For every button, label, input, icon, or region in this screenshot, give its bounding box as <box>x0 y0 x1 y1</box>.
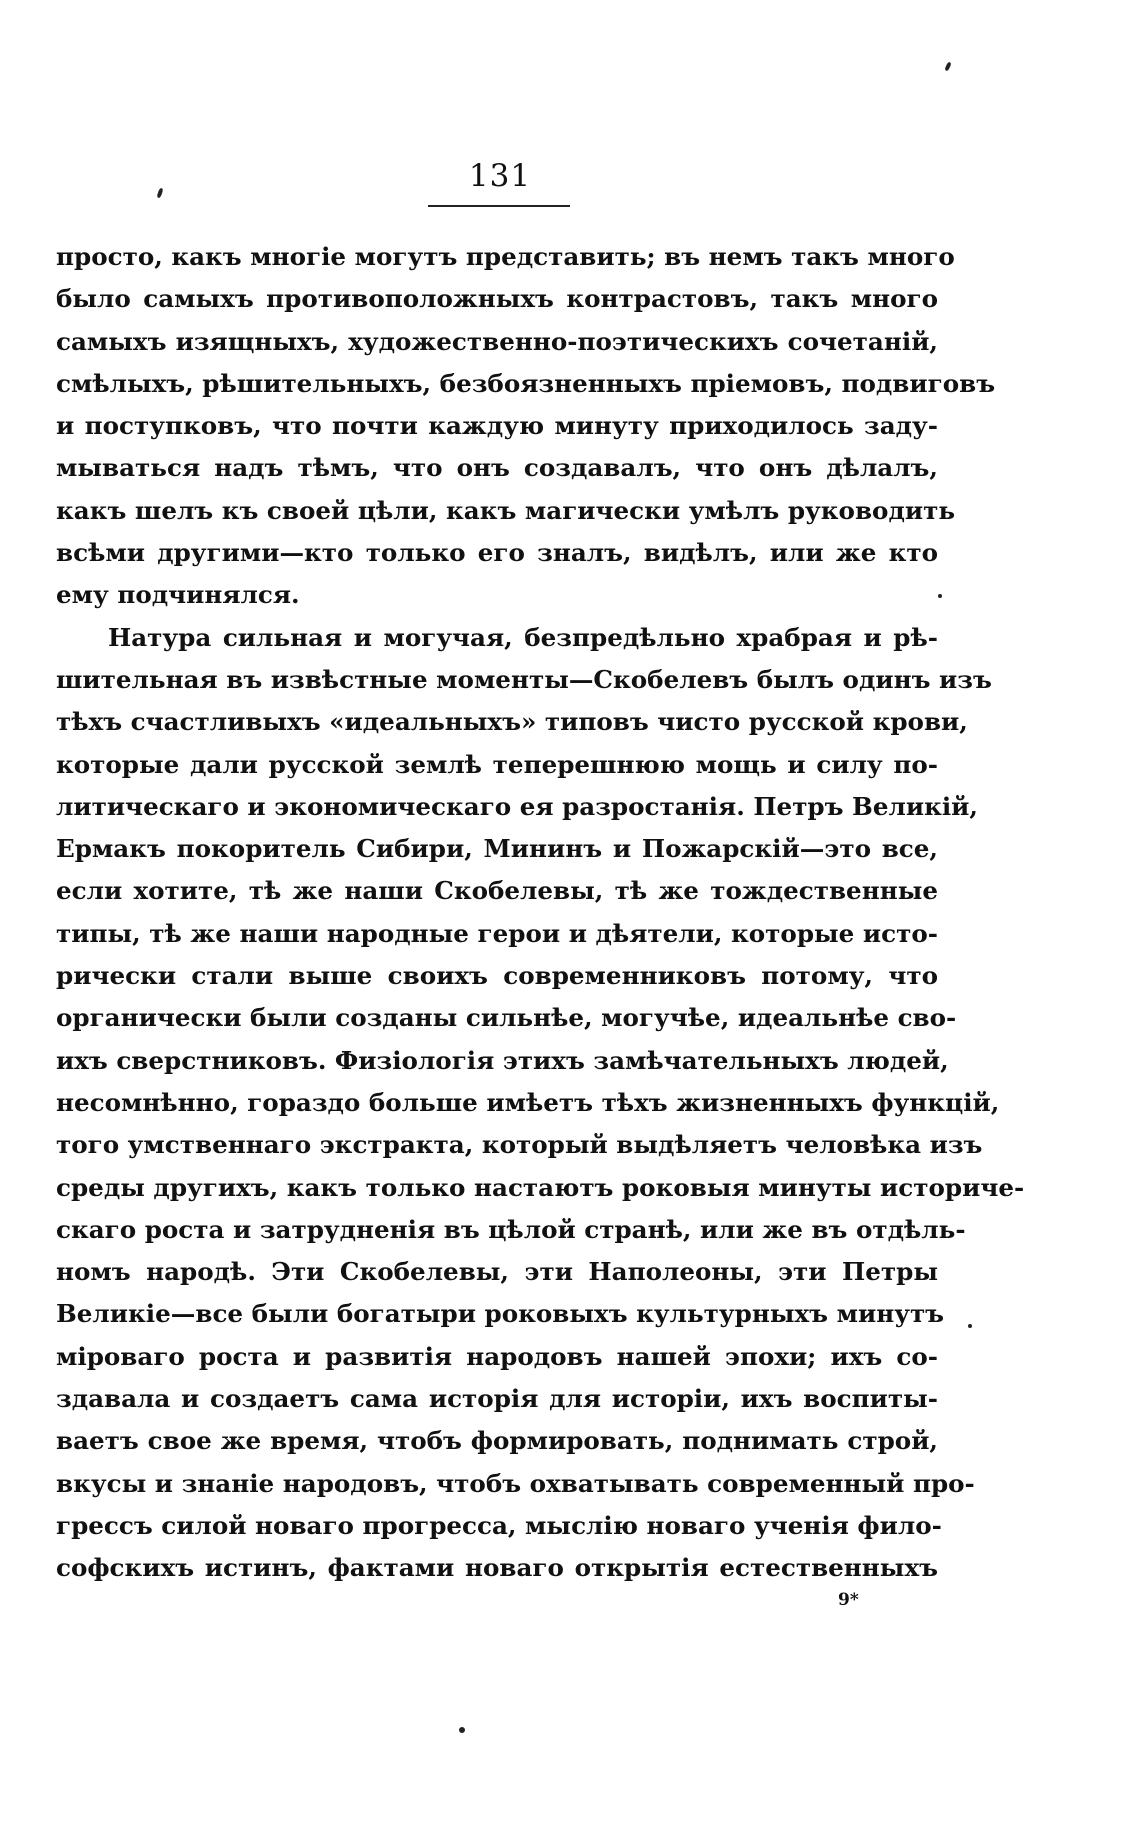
text-line: мываться надъ тѣмъ, что онъ создавалъ, что онъ дѣлалъ, <box>56 453 938 483</box>
text-line: ваетъ свое же время, чтобъ формировать, поднимать строй, <box>56 1426 938 1456</box>
text-line: и поступковъ, что почти каждую минуту приходилось заду- <box>56 411 938 441</box>
text-line: Великіе—все были богатыри роковыхъ культурныхъ минутъ <box>56 1299 945 1329</box>
text-line: типы, тѣ же наши народные герои и дѣятели, которые исто- <box>56 918 938 948</box>
ink-speck <box>968 1324 972 1328</box>
text-line: тѣхъ счастливыхъ «идеальныхъ» типовъ чисто русской крови, <box>56 707 968 737</box>
text-line: самыхъ изящныхъ, художественно-поэтическихъ сочетаній, <box>56 326 938 356</box>
text-line: скаго роста и затрудненія въ цѣлой странѣ, или же въ отдѣль- <box>56 1214 966 1244</box>
text-line: Натура сильная и могучая, безпредѣльно храбрая и рѣ- <box>108 622 938 652</box>
text-line: грессъ силой новаго прогресса, мыслію новаго ученія фило- <box>56 1510 942 1540</box>
ink-speck <box>459 1727 465 1733</box>
signature-mark: 9* <box>838 1590 859 1610</box>
text-line: міроваго роста и развитія народовъ нашей эпохи; ихъ со- <box>56 1341 938 1371</box>
paragraph <box>56 617 1025 1590</box>
text-line: если хотите, тѣ же наши Скобелевы, тѣ же тождественные <box>56 876 938 906</box>
text-line: рически стали выше своихъ современниковъ потому, что <box>56 961 938 991</box>
ink-speck <box>944 62 951 72</box>
body-text <box>56 236 1025 1590</box>
text-line: номъ народѣ. Эти Скобелевы, эти Наполеоны, эти Петры <box>56 1257 938 1287</box>
header-rule <box>428 205 570 207</box>
page-number: 131 <box>468 158 532 194</box>
text-line: всѣми другими—кто только его зналъ, видѣлъ, или же кто <box>56 538 938 568</box>
text-line: просто, какъ многіе могутъ представить; въ немъ такъ много <box>56 242 955 271</box>
text-line: ихъ сверстниковъ. Физіологія этихъ замѣчательныхъ людей, <box>56 1045 949 1075</box>
ink-speck <box>156 188 163 199</box>
text-line: софскихъ истинъ, фактами новаго открытія естественныхъ <box>56 1553 938 1583</box>
text-line: Ермакъ покоритель Сибири, Мининъ и Пожарскій—это все, <box>56 834 938 864</box>
text-line: вкусы и знаніе народовъ, чтобъ охватывать современный про- <box>56 1468 975 1498</box>
text-line: органически были созданы сильнѣе, могучѣе, идеальнѣе сво- <box>56 1003 957 1033</box>
text-line: смѣлыхъ, рѣшительныхъ, безбоязненныхъ пріемовъ, подвиговъ <box>56 368 996 398</box>
text-line: здавала и создаетъ сама исторія для исторіи, ихъ воспиты- <box>56 1384 938 1414</box>
ink-speck <box>938 594 942 598</box>
text-line: которые дали русской землѣ теперешнюю мощь и силу по- <box>56 749 938 779</box>
text-line: ему подчинялся. <box>56 580 300 610</box>
text-line: шительная въ извѣстные моменты—Скобелевъ былъ одинъ изъ <box>56 664 992 694</box>
text-line: того умственнаго экстракта, который выдѣляетъ человѣка изъ <box>56 1130 983 1160</box>
text-line: какъ шелъ къ своей цѣли, какъ магически умѣлъ руководить <box>56 495 956 525</box>
paragraph <box>56 236 996 617</box>
text-line: несомнѣнно, гораздо больше имѣетъ тѣхъ жизненныхъ функцій, <box>56 1087 1000 1117</box>
text-line: среды другихъ, какъ только настаютъ роковыя минуты историче- <box>56 1172 1025 1202</box>
text-line: литическаго и экономическаго ея разростанія. Петръ Великій, <box>56 791 978 821</box>
text-line: было самыхъ противоположныхъ контрастовъ, такъ много <box>56 284 938 314</box>
